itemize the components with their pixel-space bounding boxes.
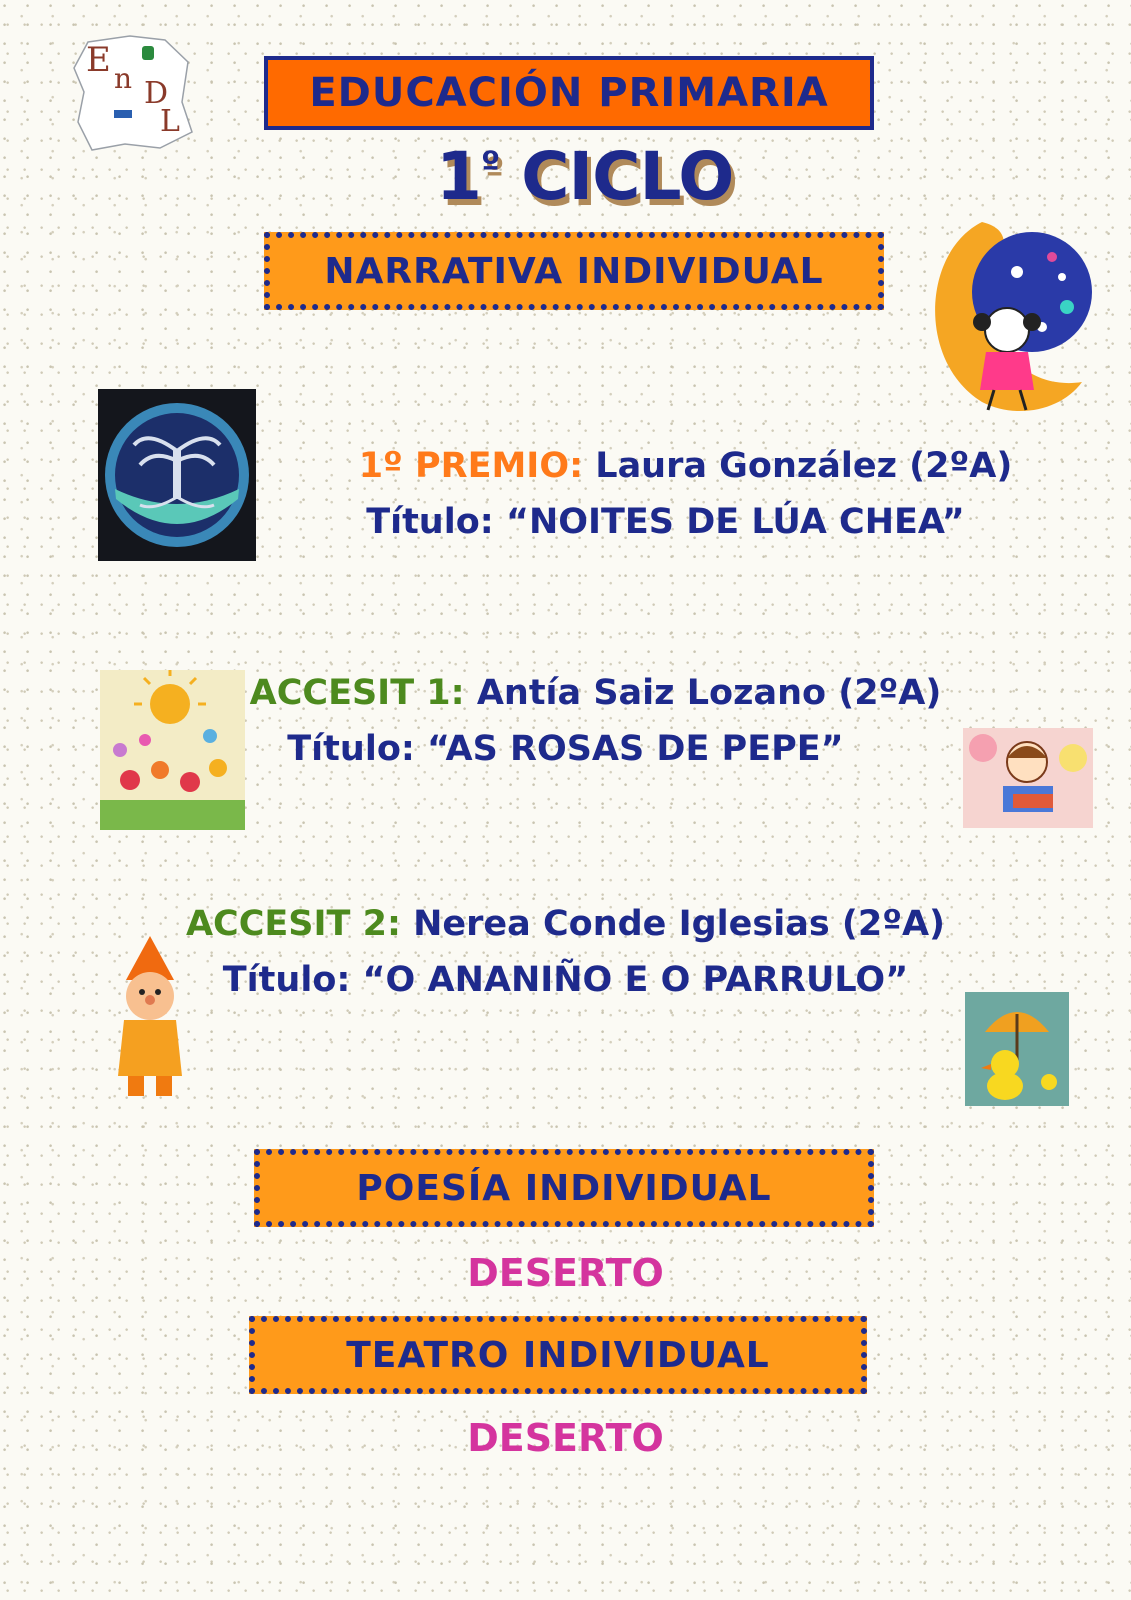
award-2-prize: ACCESIT 1:	[249, 673, 465, 713]
award-1-winner: Laura González (2ºA)	[595, 446, 1013, 486]
logo-letter-d: D	[144, 76, 169, 111]
award-1-title-label: Título:	[366, 502, 494, 542]
moon-girl-icon	[922, 212, 1092, 417]
cycle-heading	[436, 138, 733, 215]
award-1-title: “NOITES DE LÚA CHEA”	[505, 502, 965, 542]
award-1-line	[120, 446, 1131, 486]
award-2-winner: Antía Saiz Lozano (2ºA)	[476, 673, 942, 713]
moon-girl-illustration	[922, 212, 1092, 417]
duck-umbrella-icon	[965, 992, 1069, 1106]
award-1-title-line	[100, 502, 1131, 542]
award-3-title: “O ANANIÑO E O PARRULO”	[362, 960, 909, 1000]
award-3-title-label: Título:	[222, 960, 351, 1000]
logo-letter-n: n	[114, 62, 133, 95]
logo	[70, 32, 200, 154]
award-2-line	[30, 673, 1131, 713]
cycle-number: 1	[436, 138, 481, 215]
award-2-title-line	[0, 729, 1131, 769]
teatro-result: DESERTO	[467, 1416, 664, 1460]
poesia-result: DESERTO	[467, 1251, 664, 1295]
cycle-label: CICLO	[521, 138, 734, 215]
logo-letter-e: E	[86, 40, 111, 80]
section-teatro: TEATRO INDIVIDUAL	[249, 1316, 867, 1394]
girl-drawing-icon	[963, 728, 1093, 828]
logo-letter-l: L	[160, 104, 180, 139]
section-poesia: POESÍA INDIVIDUAL	[254, 1149, 874, 1227]
award-3-line	[0, 904, 1131, 944]
award-3-prize: ACCESIT 2:	[185, 904, 401, 944]
duck-umbrella-image	[965, 992, 1069, 1106]
award-1-prize: 1º PREMIO:	[358, 446, 584, 486]
award-3-title-line	[0, 960, 1131, 1000]
section-narrativa: NARRATIVA INDIVIDUAL	[264, 232, 884, 310]
award-2-title: “AS ROSAS DE PEPE”	[427, 729, 844, 769]
award-3-winner: Nerea Conde Iglesias (2ºA)	[413, 904, 946, 944]
cycle-ordinal: º	[480, 145, 500, 185]
girl-drawing-image	[963, 728, 1093, 828]
page-title: EDUCACIÓN PRIMARIA	[264, 56, 874, 130]
award-2-title-label: Título:	[287, 729, 415, 769]
